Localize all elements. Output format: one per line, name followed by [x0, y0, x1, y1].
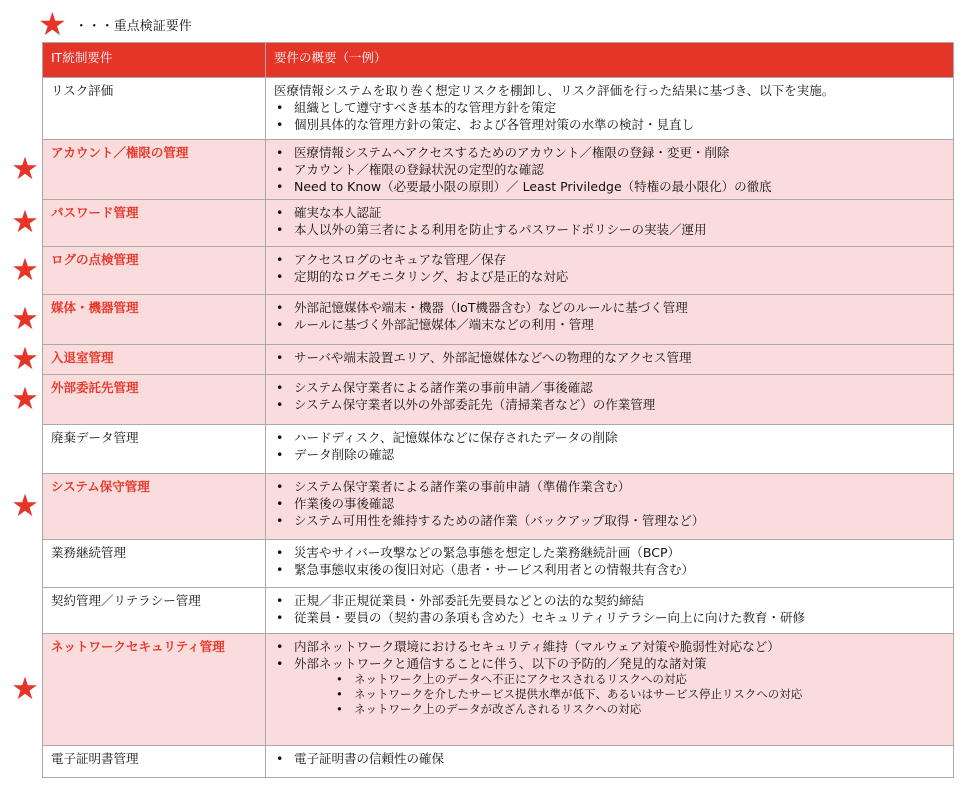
list-item: • アクセスログのセキュアな管理／保存 — [274, 251, 947, 268]
requirement-overview — [266, 140, 954, 200]
overview-lead: 医療情報システムを取り巻く想定リスクを棚卸し、リスク評価を行った結果に基づき、以下を実施。 — [274, 83, 835, 98]
list-item: • 正規／非正規従業員・外部委託先要員などとの法的な契約締結 — [274, 592, 947, 609]
table-row — [43, 295, 954, 345]
table-row — [43, 140, 954, 200]
table-row — [43, 375, 954, 425]
overview-list — [274, 379, 947, 413]
list-item: • 外部ネットワークと通信することに伴う、以下の予防的／発見的な諸対策 — [274, 655, 947, 672]
list-item: • ハードディスク、記憶媒体などに保存されたデータの削除 — [274, 429, 947, 446]
overview-list — [274, 638, 947, 717]
it-control-requirements-table — [42, 42, 954, 778]
list-item: • 災害やサイバー攻撃などの緊急事態を想定した業務継続計画（BCP） — [274, 544, 947, 561]
star-icon: ★ — [11, 341, 39, 377]
list-item: • 電子証明書の信頼性の確保 — [274, 750, 947, 767]
table-row — [43, 540, 954, 588]
star-icon: ★ — [11, 488, 39, 524]
list-item: • 作業後の事後確認 — [274, 495, 947, 512]
requirement-name: パスワード管理 — [43, 200, 266, 247]
list-item: • Need to Know（必要最小限の原則）／ Least Priviledge（特権の最小限化）の徹底 — [274, 178, 947, 195]
requirement-overview — [266, 588, 954, 634]
list-item: • 医療情報システムへアクセスするためのアカウント／権限の登録・変更・削除 — [274, 144, 947, 161]
table-header-row — [43, 43, 954, 78]
table-row — [43, 746, 954, 778]
requirement-overview — [266, 295, 954, 345]
list-item: • 定期的なログモニタリング、および是正的な対応 — [274, 268, 947, 285]
requirement-overview — [266, 200, 954, 247]
list-item: • アカウント／権限の登録状況の定型的な確認 — [274, 161, 947, 178]
list-item: • 従業員・要員の（契約書の条項も含めた）セキュリティリテラシー向上に向けた教育・研修 — [274, 609, 947, 626]
requirement-overview — [266, 425, 954, 474]
requirement-overview — [266, 247, 954, 295]
star-icon: ★ — [11, 671, 39, 707]
table-row — [43, 78, 954, 140]
list-item: • データ削除の確認 — [274, 446, 947, 463]
sub-list-item: • ネットワークを介したサービス提供水準が低下、あるいはサービス停止リスクへの対応 — [274, 687, 947, 702]
overview-list — [274, 204, 947, 238]
requirement-overview — [266, 746, 954, 778]
list-item: • 組織として遵守すべき基本的な管理方針を策定 — [274, 99, 947, 116]
sub-list-item: • ネットワーク上のデータが改ざんされるリスクへの対応 — [274, 702, 947, 717]
requirement-overview — [266, 634, 954, 746]
requirement-name: 入退室管理 — [43, 345, 266, 375]
list-item: • 内部ネットワーク環境におけるセキュリティ維持（マルウェア対策や脆弱性対応など） — [274, 638, 947, 655]
overview-list — [274, 349, 947, 366]
list-item: • システム保守業者による諸作業の事前申請（準備作業含む） — [274, 478, 947, 495]
overview-list — [274, 544, 947, 578]
header-overview: 要件の概要（一例） — [266, 43, 954, 78]
table-row — [43, 345, 954, 375]
requirement-name: リスク評価 — [43, 78, 266, 140]
requirement-name: 契約管理／リテラシー管理 — [43, 588, 266, 634]
overview-list — [274, 99, 947, 133]
requirement-overview — [266, 474, 954, 540]
requirement-overview — [266, 345, 954, 375]
list-item: • システム可用性を維持するための諸作業（バックアップ取得・管理など） — [274, 512, 947, 529]
header-requirement: IT統制要件 — [43, 43, 266, 78]
list-item: • システム保守業者による諸作業の事前申請／事後確認 — [274, 379, 947, 396]
list-item: • 外部記憶媒体や端末・機器（IoT機器含む）などのルールに基づく管理 — [274, 299, 947, 316]
list-item: • 確実な本人認証 — [274, 204, 947, 221]
list-item: • 本人以外の第三者による利用を防止するパスワードポリシーの実装／運用 — [274, 221, 947, 238]
star-icon: ★ — [11, 252, 39, 288]
requirement-name: 電子証明書管理 — [43, 746, 266, 778]
requirement-overview — [266, 540, 954, 588]
legend-text: ・・・重点検証要件 — [74, 18, 192, 34]
list-item: • サーバや端末設置エリア、外部記憶媒体などへの物理的なアクセス管理 — [274, 349, 947, 366]
overview-list — [274, 251, 947, 285]
key-requirement-markers — [0, 0, 48, 787]
requirement-name: 外部委託先管理 — [43, 375, 266, 425]
list-item: • システム保守業者以外の外部委託先（清掃業者など）の作業管理 — [274, 396, 947, 413]
requirement-name: 業務継続管理 — [43, 540, 266, 588]
requirement-overview — [266, 78, 954, 140]
list-item: • ルールに基づく外部記憶媒体／端末などの利用・管理 — [274, 316, 947, 333]
star-icon: ★ — [11, 381, 39, 417]
requirement-name: 廃棄データ管理 — [43, 425, 266, 474]
overview-list — [274, 750, 947, 767]
overview-list — [274, 478, 947, 529]
overview-list — [274, 429, 947, 463]
requirement-name: 媒体・機器管理 — [43, 295, 266, 345]
overview-list — [274, 144, 947, 195]
list-item: • 個別具体的な管理方針の策定、および各管理対策の水準の検討・見直し — [274, 116, 947, 133]
table-row — [43, 588, 954, 634]
overview-list — [274, 299, 947, 333]
requirement-name: ネットワークセキュリティ管理 — [43, 634, 266, 746]
requirement-name: ログの点検管理 — [43, 247, 266, 295]
table-row — [43, 425, 954, 474]
requirement-overview — [266, 375, 954, 425]
list-item: • 緊急事態収束後の復旧対応（患者・サービス利用者との情報共有含む） — [274, 561, 947, 578]
star-icon: ★ — [11, 301, 39, 337]
legend — [38, 7, 192, 41]
requirement-name: アカウント／権限の管理 — [43, 140, 266, 200]
star-icon: ★ — [11, 204, 39, 240]
table-row — [43, 634, 954, 746]
overview-list — [274, 592, 947, 626]
table-row — [43, 247, 954, 295]
star-icon: ★ — [38, 5, 67, 43]
sub-list-item: • ネットワーク上のデータへ不正にアクセスされるリスクへの対応 — [274, 672, 947, 687]
requirement-name: システム保守管理 — [43, 474, 266, 540]
table-row — [43, 474, 954, 540]
table-row — [43, 200, 954, 247]
star-icon: ★ — [11, 151, 39, 187]
